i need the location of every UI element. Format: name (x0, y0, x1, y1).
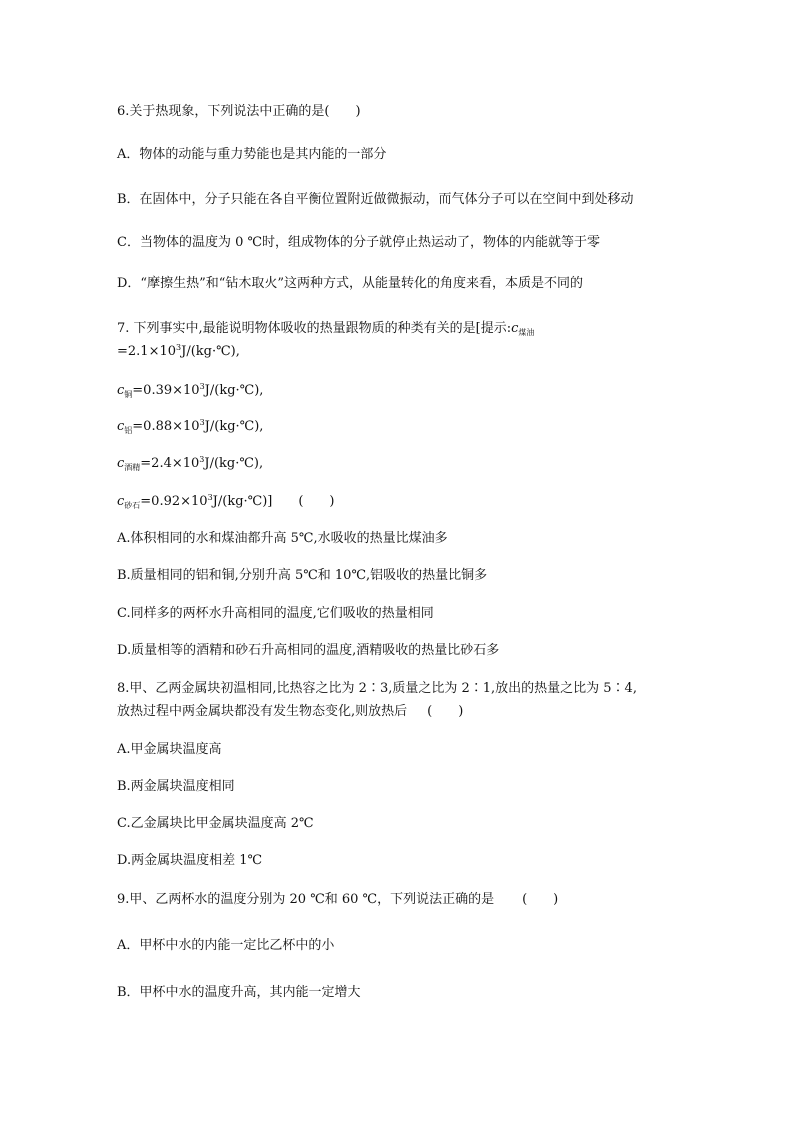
q7-answer-paren: ( ) (298, 494, 335, 509)
q7-exponent: 3 (207, 493, 213, 502)
q7-unit-last: J/(kg·℃)] (212, 494, 273, 509)
q7-sub-alcohol: 酒精 (124, 463, 141, 472)
q8-option-b: B.两金属块温度相同 (117, 779, 235, 794)
q8-stem-line2 (117, 703, 463, 721)
q7-exponent: 3 (199, 418, 205, 427)
q7-c-symbol: c (117, 419, 125, 434)
q7-aluminum-number: =0.88×10 (132, 419, 200, 434)
q7-stem-text: 7. 下列事实中,最能说明物体吸收的热量跟物质的种类有关的是[提示: (117, 321, 512, 336)
q9-stem (117, 891, 558, 909)
q9-option-b: B．甲杯中水的温度升高，其内能一定增大 (117, 985, 361, 1000)
q7-exponent: 3 (199, 382, 205, 391)
q7-gravel-number: =0.92×10 (140, 494, 208, 509)
q9-answer-paren: ( ) (522, 892, 559, 907)
q7-option-c: C.同样多的两杯水升高相同的温度,它们吸收的热量相同 (117, 606, 434, 621)
q9-option-a: A．甲杯中水的内能一定比乙杯中的小 (117, 938, 335, 953)
q7-alcohol-number: =2.4×10 (140, 456, 200, 471)
q7-option-d: D.质量相等的酒精和砂石升高相同的温度,酒精吸收的热量比砂石多 (117, 643, 500, 658)
q7-option-a: A.体积相同的水和煤油都升高 5℃,水吸收的热量比煤油多 (117, 531, 448, 546)
q9-stem-text: 9.甲、乙两杯水的温度分别为 20 ℃和 60 ℃，下列说法正确的是 (117, 892, 495, 907)
q7-sub-copper: 铜 (124, 390, 133, 399)
q6-stem: 6.关于热现象，下列说法中正确的是( ) (117, 104, 361, 119)
q8-stem-line1: 8.甲、乙两金属块初温相同,比热容之比为 2∶3,质量之比为 2∶1,放出的热量之比为 5∶4, (117, 681, 637, 696)
q7-option-b: B.质量相同的铝和铜,分别升高 5℃和 10℃,铝吸收的热量比铜多 (117, 568, 488, 583)
q7-unit: J/(kg·℃), (204, 383, 264, 398)
q7-alcohol-line (117, 455, 263, 474)
q7-c-symbol: c (117, 383, 125, 398)
q7-kerosene-number: =2.1×10 (117, 344, 177, 359)
q7-sub-gravel: 砂石 (124, 501, 141, 510)
q7-exponent: 3 (176, 343, 182, 352)
q7-copper-line (117, 382, 263, 401)
q6-option-b: B．在固体中，分子只能在各自平衡位置附近做微振动，而气体分子可以在空间中到处移动 (117, 192, 634, 207)
q7-unit: J/(kg·℃), (181, 344, 240, 359)
q7-aluminum-line (117, 418, 263, 437)
q8-stem-text: 放热过程中两金属块都没有发生物态变化,则放热后 (117, 704, 408, 719)
q7-gravel-line (117, 493, 335, 512)
q7-sub-aluminum: 铝 (124, 426, 133, 435)
q7-c-symbol: c (117, 456, 125, 471)
q7-c-symbol: c (511, 321, 519, 336)
q7-kerosene-value (117, 343, 240, 362)
q6-option-c: C．当物体的温度为 0 ℃时，组成物体的分子就停止热运动了，物体的内能就等于零 (117, 235, 601, 250)
q7-c-symbol: c (117, 494, 125, 509)
q6-option-d: D．“摩擦生热”和“钻木取火”这两种方式，从能量转化的角度来看，本质是不同的 (117, 276, 584, 291)
q8-answer-paren: ( ) (427, 704, 464, 719)
q7-stem (117, 320, 534, 339)
q8-option-a: A.甲金属块温度高 (117, 742, 222, 757)
q7-sub-kerosene: 煤油 (518, 328, 535, 337)
q7-copper-number: =0.39×10 (132, 383, 200, 398)
q7-unit: J/(kg·℃), (204, 456, 264, 471)
q8-option-c: C.乙金属块比甲金属块温度高 2℃ (117, 816, 314, 831)
q7-unit: J/(kg·℃), (204, 419, 264, 434)
q8-option-d: D.两金属块温度相差 1℃ (117, 853, 263, 868)
q7-exponent: 3 (199, 455, 205, 464)
q6-option-a: A．物体的动能与重力势能也是其内能的一部分 (117, 147, 387, 162)
